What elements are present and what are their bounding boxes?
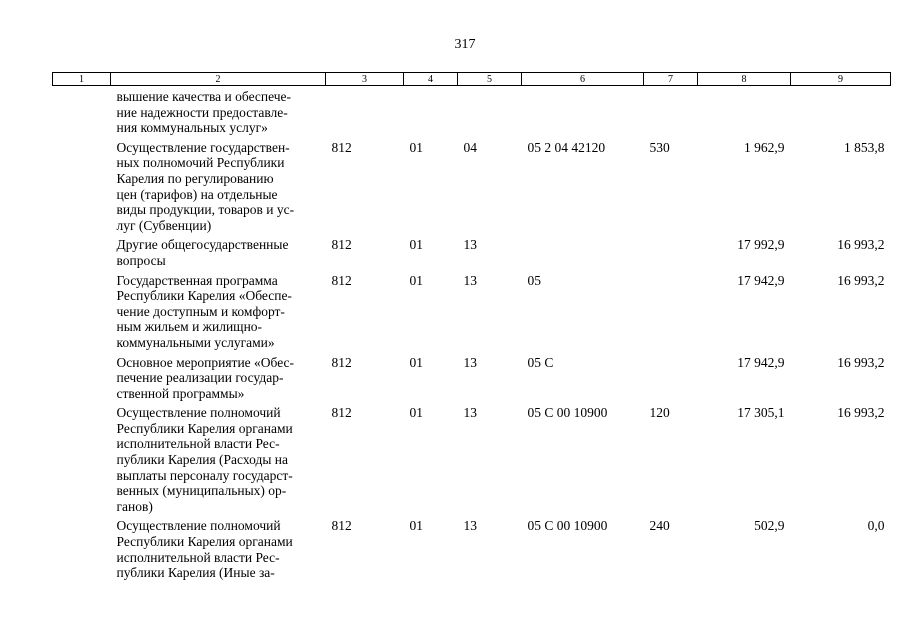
column-header: 9 (791, 73, 891, 86)
item-name-line: Другие общегосударственные (116, 237, 289, 253)
cell-amount-1: 17 992,9 (737, 237, 785, 253)
cell-row-number (53, 405, 111, 518)
column-header: 4 (404, 73, 458, 86)
cell-target-article-code (522, 86, 644, 140)
item-name-line: публики Карелия (Иные за- (116, 565, 275, 581)
item-name-line: печение реализации государ- (116, 370, 284, 386)
cell-grbs-code: 812 (331, 237, 352, 253)
page-number: 317 (454, 37, 476, 52)
cell-expense-type-code: 120 (649, 405, 670, 421)
cell-grbs-code: 812 (331, 272, 352, 288)
table-row (53, 518, 891, 584)
item-name-line: чение доступным и комфорт- (116, 303, 285, 319)
table-row (53, 405, 891, 518)
cell-grbs-code (326, 86, 404, 140)
item-name-line: вышение качества и обеспече- (116, 89, 292, 104)
cell-amount-1: 17 942,9 (737, 354, 785, 370)
cell-section-code: 01 (409, 518, 423, 534)
cell-row-number (53, 273, 111, 355)
column-number-row (53, 73, 891, 86)
cell-subsection-code (458, 86, 522, 140)
table-row (53, 86, 891, 140)
cell-item-name (111, 273, 326, 355)
cell-target-article-code: 05 2 04 42120 (527, 139, 606, 155)
cell-subsection-code: 04 (463, 139, 477, 155)
column-header: 5 (458, 73, 522, 86)
item-name-line: исполнительной власти Рес- (116, 549, 280, 565)
cell-expense-type-code: 530 (649, 139, 670, 155)
item-name-line: Основное мероприятие «Обес- (116, 354, 295, 370)
column-header: 8 (698, 73, 791, 86)
item-name-line: выплаты персоналу государст- (116, 467, 293, 483)
cell-section-code: 01 (409, 272, 423, 288)
column-header: 1 (53, 73, 111, 86)
column-header: 3 (326, 73, 404, 86)
column-header: 2 (111, 73, 326, 86)
cell-expense-type-code (644, 237, 698, 272)
cell-item-name (111, 518, 326, 584)
item-name-line: Осуществление полномочий (116, 518, 281, 534)
item-name-line: коммунальными услугами» (116, 334, 275, 350)
cell-amount-1: 17 305,1 (737, 405, 785, 421)
item-name-line: публики Карелия (Расходы на (116, 452, 288, 468)
item-name-line: Республики Карелия органами (116, 420, 293, 436)
table-row (53, 237, 891, 272)
cell-row-number (53, 518, 111, 584)
cell-section-code (404, 86, 458, 140)
cell-subsection-code: 13 (463, 237, 477, 253)
table-body (53, 86, 891, 585)
cell-expense-type-code: 240 (649, 518, 670, 534)
cell-expense-type-code (644, 86, 698, 140)
cell-subsection-code: 13 (463, 405, 477, 421)
cell-subsection-code: 13 (463, 518, 477, 534)
cell-row-number (53, 237, 111, 272)
item-name-line: Осуществление полномочий (116, 405, 281, 421)
cell-amount-2: 1 853,8 (844, 139, 885, 155)
item-name-line: Республики Карелия органами (116, 534, 293, 550)
item-name-line: виды продукции, товаров и ус- (116, 202, 295, 218)
cell-subsection-code: 13 (463, 354, 477, 370)
cell-amount-1: 502,9 (754, 518, 785, 534)
cell-item-name (111, 86, 326, 140)
item-name-line: венных (муниципальных) ор- (116, 483, 287, 499)
item-name-line: Карелия по регулированию (116, 170, 274, 186)
table-row (53, 355, 891, 406)
column-header: 6 (522, 73, 644, 86)
item-name-line: Республики Карелия «Обеспе- (116, 288, 292, 304)
cell-expense-type-code (644, 273, 698, 355)
item-name-line: ганов) (116, 498, 153, 514)
table-row (53, 273, 891, 355)
item-name-line: цен (тарифов) на отдельные (116, 186, 278, 202)
cell-amount-2 (791, 86, 891, 140)
cell-amount-2: 16 993,2 (837, 272, 885, 288)
cell-section-code: 01 (409, 354, 423, 370)
cell-amount-2: 16 993,2 (837, 405, 885, 421)
cell-target-article-code: 05 С (527, 354, 554, 370)
cell-subsection-code: 13 (463, 272, 477, 288)
cell-grbs-code: 812 (331, 139, 352, 155)
budget-table (52, 72, 891, 585)
cell-row-number (53, 86, 111, 140)
item-name-line: Осуществление государствен- (116, 139, 290, 155)
cell-section-code: 01 (409, 237, 423, 253)
item-name-line: ния коммунальных услуг» (116, 120, 268, 136)
cell-amount-2: 0,0 (867, 518, 885, 534)
cell-item-name (111, 405, 326, 518)
cell-target-article-code: 05 С 00 10900 (527, 518, 608, 534)
item-name-line: ние надежности предоставле- (116, 104, 288, 120)
cell-row-number (53, 140, 111, 238)
cell-target-article-code (522, 237, 644, 272)
cell-target-article-code: 05 (527, 272, 541, 288)
item-name-line: Государственная программа (116, 272, 278, 288)
cell-expense-type-code (644, 355, 698, 406)
cell-row-number (53, 355, 111, 406)
cell-grbs-code: 812 (331, 405, 352, 421)
table-row (53, 140, 891, 238)
cell-target-article-code: 05 С 00 10900 (527, 405, 608, 421)
cell-amount-1: 1 962,9 (744, 139, 785, 155)
cell-item-name (111, 355, 326, 406)
cell-item-name (111, 237, 326, 272)
column-header: 7 (644, 73, 698, 86)
cell-amount-2: 16 993,2 (837, 354, 885, 370)
item-name-line: луг (Субвенции) (116, 217, 212, 233)
cell-amount-2: 16 993,2 (837, 237, 885, 253)
item-name-line: вопросы (116, 252, 166, 268)
item-name-line: ственной программы» (116, 385, 245, 401)
item-name-line: исполнительной власти Рес- (116, 436, 280, 452)
cell-amount-1 (698, 86, 791, 140)
cell-grbs-code: 812 (331, 354, 352, 370)
item-name-line: ным жильем и жилищно- (116, 319, 263, 335)
cell-section-code: 01 (409, 405, 423, 421)
cell-section-code: 01 (409, 139, 423, 155)
cell-item-name (111, 140, 326, 238)
cell-grbs-code: 812 (331, 518, 352, 534)
cell-amount-1: 17 942,9 (737, 272, 785, 288)
item-name-line: ных полномочий Республики (116, 155, 285, 171)
table-header (53, 73, 891, 86)
